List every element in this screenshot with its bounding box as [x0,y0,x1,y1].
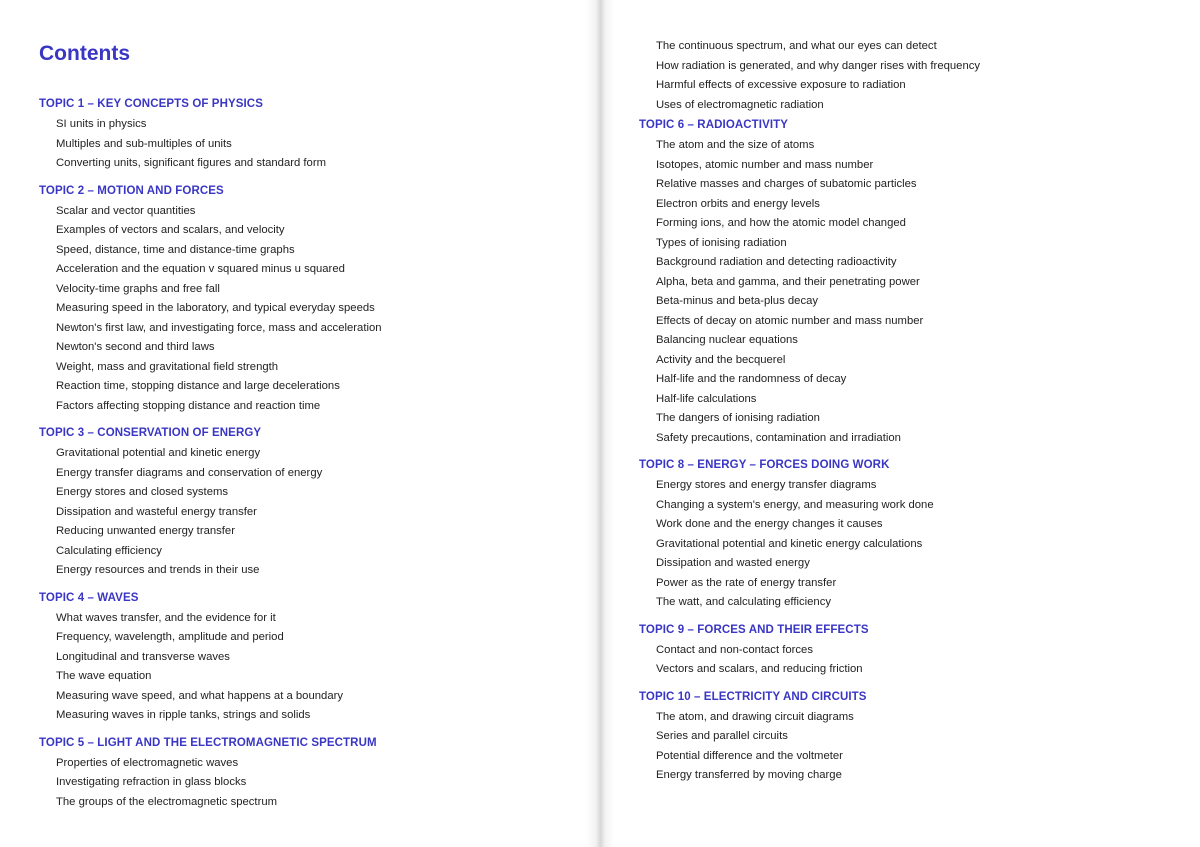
topic-heading: TOPIC 10 – ELECTRICITY AND CIRCUITS [639,690,867,703]
contents-entry: Background radiation and detecting radioactivity [656,256,897,268]
contents-entry: Reducing unwanted energy transfer [56,525,235,537]
contents-entry: The atom, and drawing circuit diagrams [656,710,854,723]
contents-entry: Alpha, beta and gamma, and their penetrating power [656,275,920,288]
topic-items [39,115,579,174]
contents-entry: Types of ionising radiation [656,236,787,249]
topic-items [639,476,1179,613]
contents-entry: Properties of electromagnetic waves [56,756,239,769]
topic-section [39,588,579,726]
contents-entry: Series and parallel circuits [656,730,788,742]
contents-entry: The wave equation [56,670,152,682]
contents-entry: Electron orbits and energy levels [656,197,820,210]
contents-entry: Uses of electromagnetic radiation [656,98,824,111]
topic-section [639,455,1179,613]
contents-entry: Energy stores and energy transfer diagrams [656,479,877,491]
topic-heading: TOPIC 4 – WAVES [39,591,139,604]
right-column [639,37,1179,793]
contents-entry: Acceleration and the equation v squared minus u squared [56,263,345,275]
contents-entry: Multiples and sub-multiples of units [56,137,232,150]
topic-heading: TOPIC 9 – FORCES AND THEIR EFFECTS [639,623,869,636]
contents-entry: Newton's second and third laws [56,341,215,353]
contents-entry: Half-life calculations [656,392,757,405]
contents-entry: Measuring wave speed, and what happens at a boundary [56,689,344,702]
topic-items [39,444,579,581]
contents-entry: Newton's first law, and investigating force, mass and acceleration [56,321,382,334]
contents-entry: Reaction time, stopping distance and large decelerations [56,380,340,392]
contents-entry: Factors affecting stopping distance and reaction time [56,399,321,412]
right-topic-list [639,115,1179,786]
contents-entry: Work done and the energy changes it causes [656,518,883,530]
contents-entry: Energy stores and closed systems [56,486,229,498]
contents-entry: Power as the rate of energy transfer [656,576,837,589]
topic-heading: TOPIC 8 – ENERGY – FORCES DOING WORK [639,459,890,471]
topic-section [39,181,579,417]
contents-entry: Converting units, significant figures and standard form [56,157,327,169]
contents-entry: The groups of the electromagnetic spectrum [56,795,278,808]
contents-entry: Harmful effects of excessive exposure to radiation [656,79,906,91]
topic-items [39,754,579,813]
continued-topic-items [639,37,1179,115]
contents-entry: Dissipation and wasted energy [656,557,810,569]
topic-items [639,136,1179,448]
contents-entry: Vectors and scalars, and reducing friction [656,663,863,675]
contents-entry: The atom and the size of atoms [656,139,815,151]
left-page [0,0,596,847]
contents-entry: Calculating efficiency [56,544,162,557]
contents-entry: Half-life and the randomness of decay [656,373,847,385]
contents-entry: SI units in physics [56,118,147,130]
contents-entry: What waves transfer, and the evidence for it [56,611,276,624]
contents-entry: Potential difference and the voltmeter [656,749,843,762]
contents-entry: Longitudinal and transverse waves [56,650,230,663]
topic-section [39,94,579,174]
contents-entry: How radiation is generated, and why danger rises with frequency [656,59,981,72]
left-topic-list [39,94,579,812]
contents-entry: Energy transferred by moving charge [656,769,842,781]
topic-heading: TOPIC 6 – RADIOACTIVITY [639,119,789,131]
topic-section [639,687,1179,786]
contents-entry: Beta-minus and beta-plus decay [656,295,819,307]
contents-entry: Speed, distance, time and distance-time graphs [56,243,295,256]
topic-section [639,620,1179,680]
topic-heading: TOPIC 1 – KEY CONCEPTS OF PHYSICS [39,98,263,110]
topic-items [639,641,1179,680]
contents-entry: The dangers of ionising radiation [656,412,820,424]
contents-entry: Activity and the becquerel [656,353,786,366]
contents-entry: Relative masses and charges of subatomic particles [656,178,917,190]
topic-section [639,115,1179,448]
contents-entry: Safety precautions, contamination and irradiation [656,431,901,444]
contents-entry: Measuring speed in the laboratory, and typical everyday speeds [56,302,375,314]
contents-entry: Energy resources and trends in their use [56,564,260,576]
contents-entry: Dissipation and wasteful energy transfer [56,505,257,518]
contents-entry: Energy transfer diagrams and conservation of energy [56,466,323,479]
contents-entry: Gravitational potential and kinetic energy calculations [656,537,923,550]
contents-title: Contents [39,42,130,65]
topic-section [39,733,579,813]
contents-entry: Contact and non-contact forces [656,643,813,656]
contents-entry: The continuous spectrum, and what our eyes can detect [656,40,937,52]
contents-entry: Investigating refraction in glass blocks [56,776,247,788]
right-page [600,0,1200,847]
contents-entry: Examples of vectors and scalars, and velocity [56,224,285,236]
contents-entry: Isotopes, atomic number and mass number [656,158,874,171]
contents-entry: Velocity-time graphs and free fall [56,282,220,295]
contents-entry: Effects of decay on atomic number and mass number [656,314,924,327]
contents-entry: Frequency, wavelength, amplitude and period [56,631,284,643]
contents-entry: Weight, mass and gravitational field strength [56,360,279,373]
contents-entry: The watt, and calculating efficiency [656,596,831,608]
contents-entry: Gravitational potential and kinetic energy [56,447,261,459]
contents-entry: Measuring waves in ripple tanks, strings and solids [56,709,311,721]
topic-heading: TOPIC 5 – LIGHT AND THE ELECTROMAGNETIC SPECTRUM [39,736,377,749]
topic-items [639,708,1179,786]
topic-section [39,423,579,581]
contents-entry: Scalar and vector quantities [56,204,196,217]
contents-entry: Forming ions, and how the atomic model changed [656,217,906,229]
contents-entry: Balancing nuclear equations [656,334,798,346]
topic-heading: TOPIC 3 – CONSERVATION OF ENERGY [39,427,262,439]
left-column [39,40,579,819]
topic-items [39,609,579,726]
topic-items [39,202,579,417]
topic-heading: TOPIC 2 – MOTION AND FORCES [39,184,224,197]
contents-entry: Changing a system's energy, and measuring work done [656,498,934,511]
